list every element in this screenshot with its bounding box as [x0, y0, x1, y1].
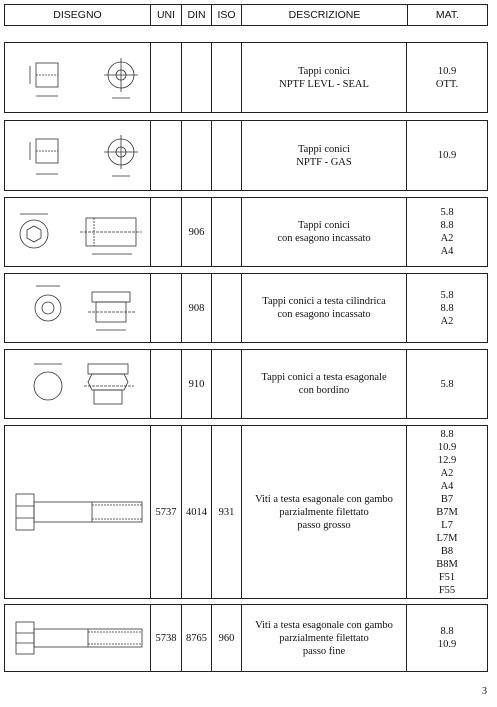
description-line: Viti a testa esagonale con gambo [255, 493, 393, 505]
description-cell [242, 605, 407, 671]
description-cell [242, 426, 407, 598]
drawing-cell [5, 198, 151, 266]
description-cell [242, 350, 407, 418]
iso-cell: 960 [212, 605, 242, 671]
description-line: passo grosso [297, 519, 351, 531]
description-line: NPTF LEVL - SEAL [279, 78, 369, 90]
iso-cell [212, 198, 242, 266]
description-line: con esagono incassato [277, 233, 371, 244]
material-item: 5.8 [440, 378, 454, 390]
material-item: 10.9 [437, 65, 457, 77]
drawing-cell [5, 121, 151, 190]
uni-cell [151, 121, 182, 190]
din-cell [182, 43, 212, 112]
material-item: L7 [441, 519, 453, 531]
material-item: 5.8 [440, 207, 454, 218]
header-descrizione: DESCRIZIONE [242, 5, 408, 25]
material-cell [407, 274, 487, 342]
material-item: 10.9 [437, 150, 457, 161]
material-cell [407, 198, 487, 266]
table-row [4, 349, 488, 419]
material-item: 12.9 [437, 454, 457, 466]
material-cell [407, 121, 487, 190]
drawing-cell [5, 274, 151, 342]
plug-drawing [8, 276, 148, 340]
material-item: A2 [440, 467, 454, 479]
description-line: Tappi conici a testa cilindrica [262, 296, 386, 307]
bolt-drawing [8, 482, 148, 542]
material-item: 10.9 [437, 639, 457, 650]
material-item: B8 [440, 545, 454, 557]
material-item: OTT. [435, 78, 459, 90]
material-item: A4 [440, 480, 454, 492]
header-din: DIN [182, 5, 212, 25]
table-header [4, 4, 488, 26]
description-line: parzialmente filettato [279, 506, 369, 518]
din-cell [182, 121, 212, 190]
header-iso: ISO [212, 5, 242, 25]
din-cell: 906 [182, 198, 212, 266]
header-disegno: DISEGNO [5, 5, 151, 25]
table-row [4, 604, 488, 672]
description-line: con esagono incassato [277, 309, 371, 320]
header-mat: MAT. [435, 9, 460, 21]
material-item: 8.8 [440, 626, 454, 637]
material-item: B8M [436, 558, 458, 570]
description-line: Viti a testa esagonale con gambo [255, 619, 393, 631]
description-line: parzialmente filettato [279, 632, 369, 644]
material-item: F55 [438, 584, 456, 596]
description-line: NPTF - GAS [296, 156, 352, 168]
din-cell: 8765 [182, 605, 212, 671]
uni-cell [151, 274, 182, 342]
description-cell [242, 121, 407, 190]
material-item: 5.8 [440, 289, 454, 301]
material-cell [407, 350, 487, 418]
page-number: 3 [482, 686, 487, 697]
material-cell [407, 605, 487, 671]
drawing-cell [5, 43, 151, 112]
uni-cell [151, 198, 182, 266]
material-item: 8.8 [440, 220, 454, 231]
material-item: B7 [440, 493, 454, 505]
material-item: 8.8 [440, 302, 454, 314]
material-item: 10.9 [437, 441, 457, 453]
description-line: Tappi conici a testa esagonale [261, 372, 387, 383]
description-cell [242, 274, 407, 342]
header-uni: UNI [151, 5, 182, 25]
material-item: A2 [440, 233, 454, 244]
bolt-drawing [8, 608, 148, 668]
iso-cell [212, 274, 242, 342]
material-item: L7M [436, 532, 458, 544]
plug-drawing [8, 352, 148, 416]
table-row [4, 425, 488, 599]
plug-drawing [8, 200, 148, 264]
iso-cell: 931 [212, 426, 242, 598]
drawing-cell [5, 426, 151, 598]
uni-cell: 5738 [151, 605, 182, 671]
description-line: Tappi conici [297, 143, 351, 155]
table-row [4, 197, 488, 267]
uni-cell [151, 350, 182, 418]
plug-drawing [8, 124, 148, 188]
din-cell: 910 [182, 350, 212, 418]
table-row [4, 42, 488, 113]
material-cell [407, 43, 487, 112]
material-item: 8.8 [440, 428, 454, 440]
description-line: Tappi conici [297, 65, 351, 77]
drawing-cell [5, 605, 151, 671]
material-item: B7M [436, 506, 458, 518]
din-cell: 4014 [182, 426, 212, 598]
description-cell [242, 43, 407, 112]
description-line: Tappi conici [297, 220, 351, 231]
description-cell [242, 198, 407, 266]
iso-cell [212, 350, 242, 418]
uni-cell [151, 43, 182, 112]
material-item: F51 [438, 571, 456, 583]
material-item: A2 [440, 315, 454, 327]
drawing-cell [5, 350, 151, 418]
material-item: A4 [440, 246, 454, 257]
description-line: passo fine [302, 645, 346, 657]
iso-cell [212, 121, 242, 190]
description-line: con bordino [298, 385, 350, 396]
din-cell: 908 [182, 274, 212, 342]
table-row [4, 273, 488, 343]
table-row [4, 120, 488, 191]
iso-cell [212, 43, 242, 112]
plug-drawing [8, 46, 148, 110]
uni-cell: 5737 [151, 426, 182, 598]
material-cell [407, 426, 487, 598]
